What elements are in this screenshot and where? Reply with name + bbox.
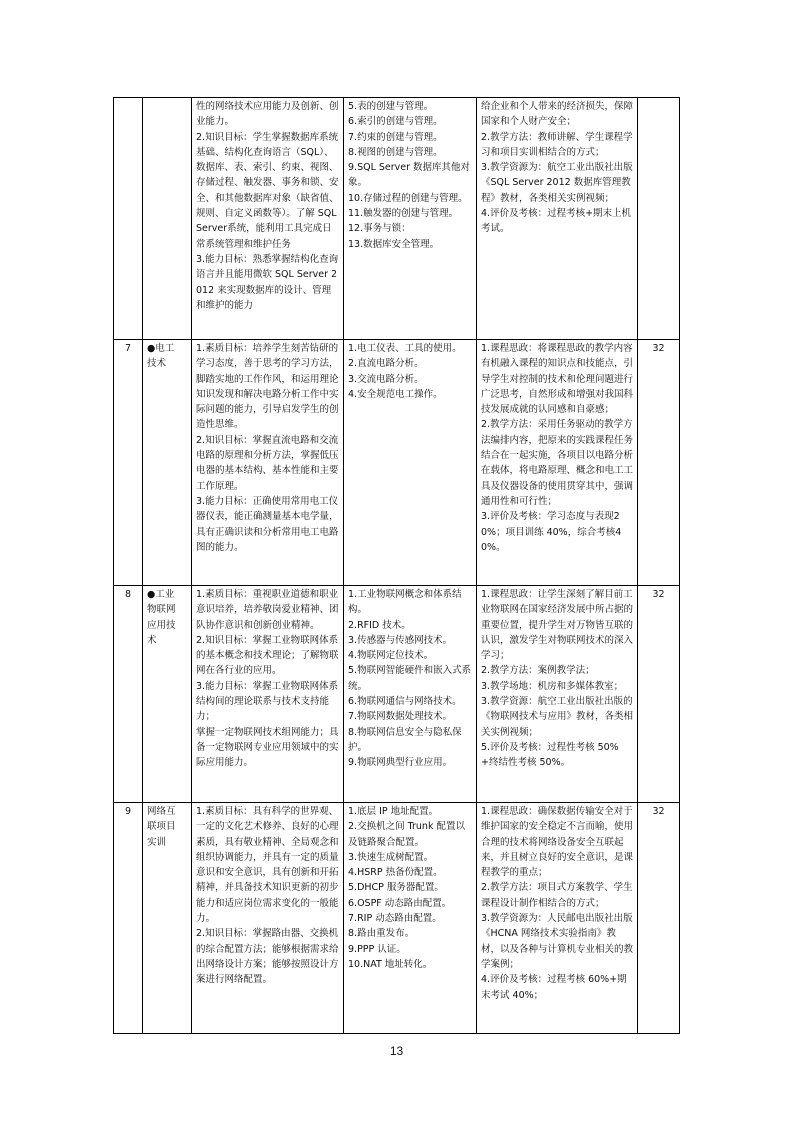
cell-line: 8.视图的创建与管理。 <box>348 146 443 158</box>
class-hours-cell: 32 <box>638 586 680 803</box>
cell-line: 9.物联网典型行业应用。 <box>348 757 453 769</box>
cell-line: 3.能力目标：掌握工业物联网体系结构间的理论联系与技术支持能力； <box>196 680 339 723</box>
cell-line: 6.物联网通信与网络技术。 <box>348 696 462 708</box>
cell-line: 性的网络技术应用能力及创新、创业能力。 <box>196 101 339 128</box>
cell-line: 2.知识目标：学生掌握数据库系统基础、结构化查询语言（SQL）、数据库、表、索引、约束、视图、存储过程、触发器、事务和锁、安全、和其他数据库对象（缺省值、规则、自定义函数等）。了解 SQL Server系统，能利用工具完成日常系统管理和维护任务 <box>196 131 339 250</box>
cell-line: 9.PPP 认证。 <box>348 943 406 955</box>
cell-line: 2.教学方法：教师讲解、学生课程学习和项目实训相结合的方式； <box>481 131 633 158</box>
cell-line: 3.能力目标：正确使用常用电工仪器仪表，能正确测量基本电学量，具有正确识读和分析常用电工电路图的能力。 <box>196 495 339 553</box>
course-content-cell <box>344 98 477 340</box>
course-goals-cell <box>192 98 344 340</box>
class-hours-cell: 32 <box>638 803 680 1034</box>
cell-line: 物联网 <box>147 604 176 616</box>
cell-line: 2.RFID 技术。 <box>348 619 411 631</box>
cell-line: 8.路由重发布。 <box>348 928 415 940</box>
course-goals-cell <box>192 803 344 1034</box>
cell-line: 3.教学资源：航空工业出版社出版的《物联网技术与应用》教材，各类相关实例视频； <box>481 696 634 738</box>
cell-line: 1.素质目标：重视职业道德和职业意识培养，培养敬岗爱业精神、团队协作意识和创新创业精神。 <box>196 589 339 631</box>
course-content-cell <box>344 340 477 586</box>
cell-line: 术 <box>147 634 157 646</box>
teaching-requirements-cell <box>477 340 638 586</box>
cell-line: 技术 <box>147 358 167 370</box>
cell-line: 4.HSRP 热备份配置。 <box>348 867 443 879</box>
table-row <box>114 803 680 1034</box>
cell-line: 网络互 <box>147 806 176 817</box>
table-row <box>114 340 680 586</box>
class-hours-cell: 32 <box>638 340 680 586</box>
cell-line: ●电工 <box>147 343 175 354</box>
course-name-cell <box>143 586 192 803</box>
cell-line: 1.课程思政：让学生深刻了解目前工业物联网在国家经济发展中所占据的重要位置，提升学生对万物皆互联的认识，激发学生对物联网技术的深入学习； <box>481 589 634 662</box>
cell-line: 2.交换机之间 Trunk 配置以及链路聚合配置。 <box>348 821 465 848</box>
cell-line: 1.课程思政：确保数据传输安全对于维护国家的安全稳定不言而喻，使用合理的技术将网络设备安全互联起来，并且树立良好的安全意识，是课程教学的重点； <box>481 806 634 879</box>
cell-line: 3.教学资源为：人民邮电出版社出版《HCNA 网络技术实验指南》教材，以及各种与计算机专业相关的教学案例； <box>481 913 634 970</box>
cell-line: 给企业和个人带来的经济损失，保障国家和个人财产安全； <box>481 101 634 128</box>
cell-line: 联项目 <box>147 821 176 833</box>
cell-line: 1.工业物联网概念和体系结构。 <box>348 589 462 616</box>
cell-line: 3.交流电路分析。 <box>348 373 424 385</box>
teaching-requirements-cell <box>477 803 638 1034</box>
cell-line: 3.传感器与传感网技术。 <box>348 634 453 646</box>
teaching-requirements-cell <box>477 586 638 803</box>
cell-line: 7.物联网数据处理技术。 <box>348 711 453 723</box>
cell-line: 2.知识目标：掌握路由器、交换机的综合配置方法；能够根据需求给出网络设计方案；能够按照设计方案进行网络配置。 <box>196 928 339 986</box>
cell-line: 4.评价及考核：过程考核 60%+期末考试 40%； <box>481 974 627 1001</box>
course-name-cell <box>143 803 192 1034</box>
cell-line: 9.SQL Server 数据库其他对象。 <box>348 162 471 189</box>
cell-line: 4.安全规范电工操作。 <box>348 388 443 400</box>
cell-line: 5.表的创建与管理。 <box>348 101 434 112</box>
table-row <box>114 98 680 340</box>
cell-line: 3.教学资源为：航空工业出版社出版《SQL Server 2012 数据库管理教程》教材，各类相关实例视频； <box>481 162 633 204</box>
cell-line: 3.教学场地：机房和多媒体教室； <box>481 680 624 692</box>
row-number-cell <box>114 98 143 340</box>
course-content-cell <box>344 803 477 1034</box>
row-number-cell: 9 <box>114 803 143 1034</box>
cell-line: 3.评价及考核：学习态度与表现20%；项目训练 40%，综合考核40%。 <box>481 511 622 553</box>
cell-line: 1.素质目标：具有科学的世界观、一定的文化艺术修养、良好的心理素质，具有敬业精神、全局观念和组织协调能力，并具有一定的质量意识和安全意识，具有创新和开拓精神，并具备技术知识更新的初步能力和适应岗位需求变化的一般能力。 <box>196 806 339 925</box>
cell-line: 8.物联网信息安全与隐私保护。 <box>348 726 462 753</box>
table-body <box>114 98 680 1034</box>
cell-line: 5.DHCP 服务器配置。 <box>348 882 444 894</box>
cell-line: 掌握一定物联网技术组网能力；具备一定物联网专业应用领域中的实际应用能力。 <box>196 726 339 769</box>
curriculum-table <box>113 97 680 1034</box>
row-number-cell: 8 <box>114 586 143 803</box>
cell-line: 5.物联网智能硬件和嵌入式系统。 <box>348 665 472 692</box>
cell-line: ●工业 <box>147 589 175 600</box>
cell-line: 应用技 <box>147 619 176 631</box>
teaching-requirements-cell <box>477 98 638 340</box>
cell-line: 4.评价及考核：过程考核+期末上机考试。 <box>481 208 632 235</box>
course-goals-cell <box>192 586 344 803</box>
cell-line: 10.存储过程的创建与管理。 <box>348 192 468 204</box>
course-goals-cell <box>192 340 344 586</box>
cell-line: 12.事务与锁： <box>348 223 411 235</box>
cell-line: 10.NAT 地址转化。 <box>348 958 433 970</box>
row-number-cell: 7 <box>114 340 143 586</box>
cell-line: 7.约束的创建与管理。 <box>348 131 443 143</box>
course-name-cell <box>143 98 192 340</box>
cell-line: 2.教学方法：案例教学法； <box>481 665 595 677</box>
cell-line: 5.评价及考核：过程性考核 50%+终结性考核 50%。 <box>481 741 619 769</box>
cell-line: 2.教学方法：项目式方案教学、学生课程设计制作相结合的方式； <box>481 882 633 909</box>
cell-line: 实训 <box>147 836 167 848</box>
cell-line: 7.RIP 动态路由配置。 <box>348 913 442 925</box>
page-number: 13 <box>389 1044 404 1058</box>
class-hours-cell <box>638 98 680 340</box>
cell-line: 6.索引的创建与管理。 <box>348 116 443 128</box>
course-name-cell <box>143 340 192 586</box>
cell-line: 4.物联网定位技术。 <box>348 650 434 662</box>
cell-line: 2.知识目标：掌握工业物联网体系的基本概念和技术理论；了解物联网在各行业的应用。 <box>196 634 339 677</box>
cell-line: 13.数据库安全管理。 <box>348 238 440 250</box>
cell-line: 1.电工仪表、工具的使用。 <box>348 343 462 354</box>
cell-line: 6.OSPF 动态路由配置。 <box>348 897 452 909</box>
cell-line: 2.知识目标：掌握直流电路和交流电路的原理和分析方法，掌握低压电器的基本结构、基本性能和主要工作原理。 <box>196 434 339 492</box>
table-row <box>114 586 680 803</box>
course-content-cell <box>344 586 477 803</box>
cell-line: 1.素质目标：培养学生刻苦钻研的学习态度，善于思考的学习方法，脚踏实地的工作作风，和运用理论知识发现和解决电路分析工作中实际问题的能力，引导启发学生的创造性思维。 <box>196 343 339 431</box>
cell-line: 1.课程思政：将课程思政的教学内容有机融入课程的知识点和技能点，引导学生对控制的技术和伦理问题进行广泛思考，自然形成和增强对我国科技发展成就的认同感和自豪感； <box>481 343 634 416</box>
cell-line: 11.触发器的创建与管理。 <box>348 208 459 220</box>
cell-line: 2.直流电路分析。 <box>348 358 424 370</box>
cell-line: 1.底层 IP 地址配置。 <box>348 806 439 817</box>
cell-line: 3.快速生成树配置。 <box>348 851 434 863</box>
cell-line: 3.能力目标：熟悉掌握结构化查询语言并且能用微软 SQL Server 2012 来实现数据库的设计、管理和维护的能力 <box>196 253 339 311</box>
cell-line: 2.教学方法：采用任务驱动的教学方法编排内容，把原来的实践课程任务结合在一起实施，各项目以电路分析在载体，将电路原理、概念和电工工具及仪器设备的使用贯穿其中，强调通用性和可行性； <box>481 419 634 507</box>
